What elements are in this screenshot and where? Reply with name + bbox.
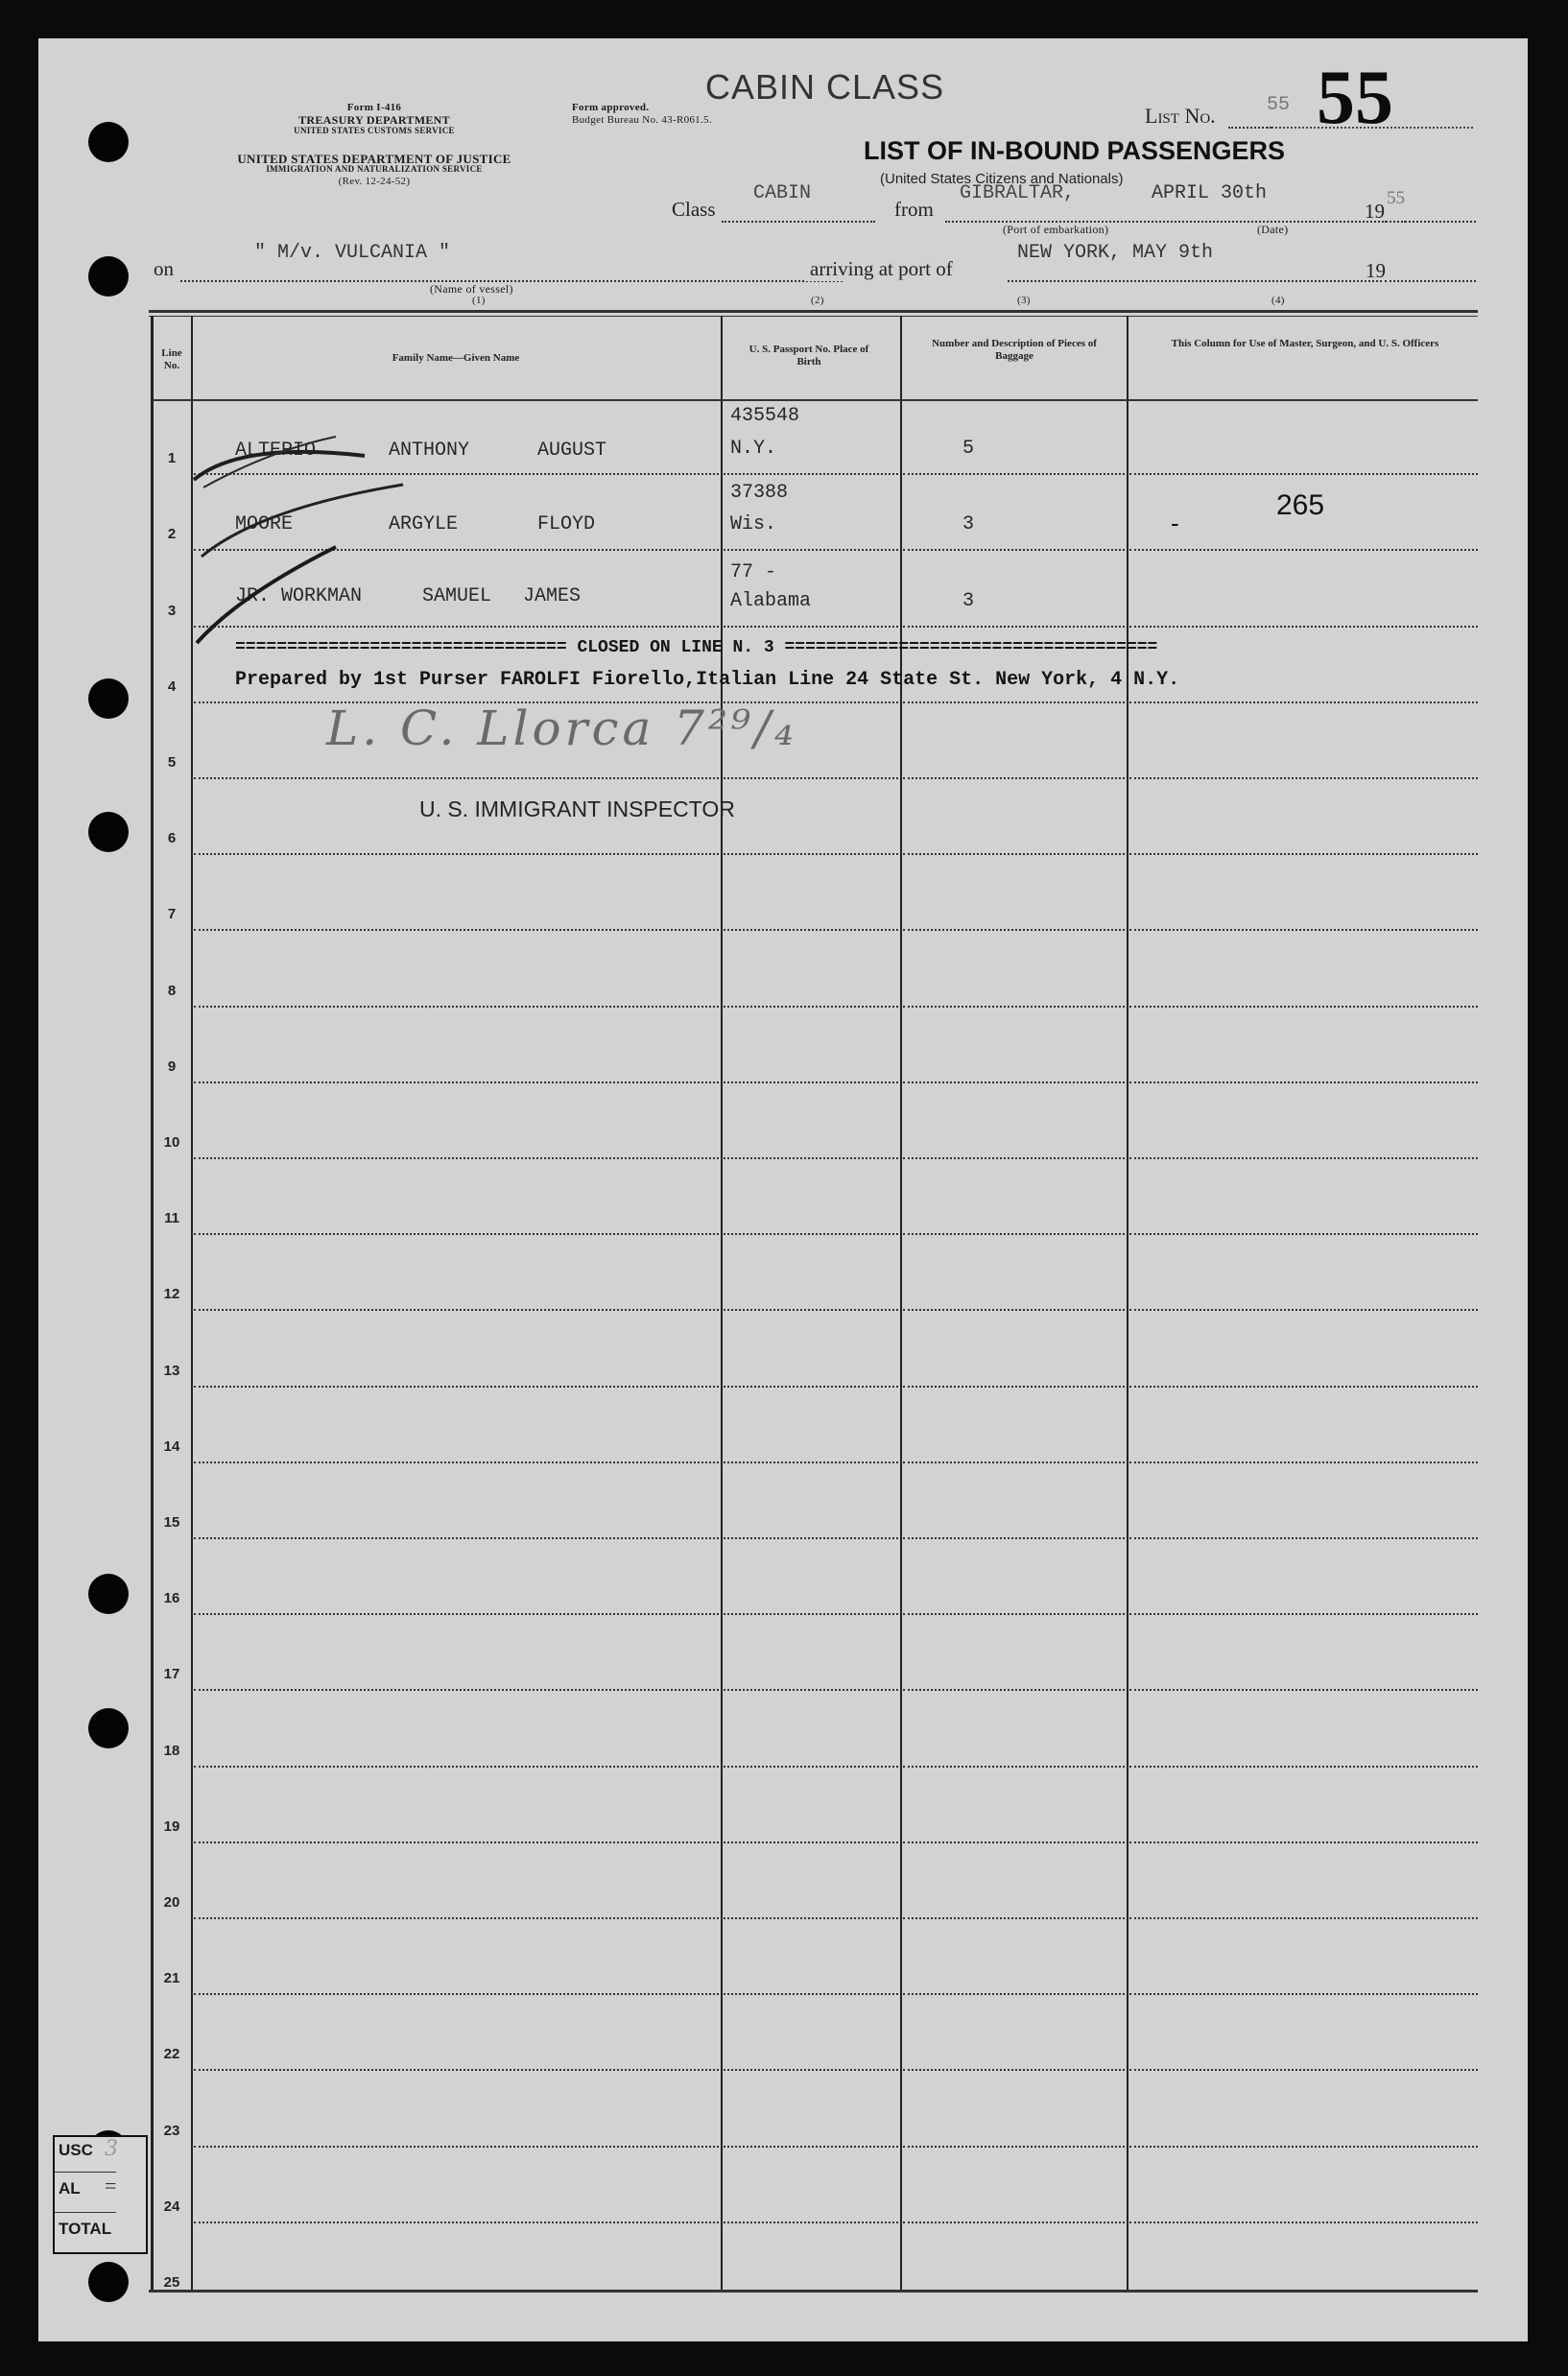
line-number: 5: [167, 754, 177, 771]
line-number: 19: [163, 1818, 180, 1835]
line-number: 7: [167, 906, 177, 923]
treasury-dept: TREASURY DEPARTMENT: [298, 113, 450, 127]
row-rule: [724, 1081, 898, 1083]
tally-al-mark: =: [105, 2174, 117, 2198]
vessel-caption-num: (1): [472, 295, 486, 306]
form-id: Form I-416: [346, 102, 402, 113]
row-rule: [903, 473, 1125, 475]
row-rule: [1129, 1917, 1478, 1919]
line-number: 10: [163, 1134, 180, 1151]
row-rule: [724, 1537, 898, 1539]
punch-hole: [88, 256, 129, 297]
inspector-title: U. S. IMMIGRANT INSPECTOR: [419, 796, 735, 821]
row-rule: [1129, 1233, 1478, 1235]
line-number: 2: [167, 526, 177, 543]
row-rule: [724, 1386, 898, 1388]
row-rule: [724, 549, 898, 551]
row-rule: [724, 473, 898, 475]
row-rule: [1129, 1613, 1478, 1615]
punch-hole: [88, 122, 129, 162]
tally-box: [53, 2135, 148, 2254]
line-number: 15: [163, 1514, 180, 1531]
row-rule: [903, 1841, 1125, 1843]
row-rule: [903, 853, 1125, 855]
row-rule: [194, 2069, 719, 2071]
form-revision: (Rev. 12-24-52): [338, 176, 411, 187]
row-rule: [194, 1613, 719, 1615]
row-rule: [194, 1841, 719, 1843]
punch-hole: [88, 1574, 129, 1614]
punch-hole: [88, 678, 129, 719]
passenger-2-birth: Wis.: [730, 513, 777, 535]
row-rule: [724, 1766, 898, 1768]
from-label: from: [894, 198, 934, 221]
line-number: 14: [163, 1437, 180, 1455]
row-rule: [194, 1917, 719, 1919]
line-number: 3: [167, 602, 177, 619]
row-rule: [724, 1006, 898, 1008]
line-number: 6: [167, 830, 177, 847]
col-header-officers: This Column for Use of Master, Surgeon, and U. S. Officers: [1171, 338, 1439, 349]
passenger-1-family: ALTERIO: [235, 440, 317, 462]
year-prefix: 19: [1365, 200, 1385, 223]
justice-dept: UNITED STATES DEPARTMENT OF JUSTICE: [237, 152, 511, 166]
passenger-2-family: MOORE: [235, 513, 294, 535]
line-number: 22: [163, 2046, 180, 2063]
row-rule: [724, 1157, 898, 1159]
row-rule: [724, 777, 898, 779]
passenger-1-baggage: 5: [962, 438, 975, 460]
form-title: LIST OF IN-BOUND PASSENGERS: [864, 136, 1286, 165]
passenger-3-birth: Alabama: [730, 590, 812, 612]
passenger-3-passport: 77 -: [730, 561, 777, 583]
on-label: on: [154, 257, 174, 280]
list-no-stamp: 55: [1317, 56, 1393, 140]
row-rule: [903, 1613, 1125, 1615]
row-rule: [194, 1537, 719, 1539]
cabin-class-stamp: CABIN CLASS: [705, 67, 945, 107]
line-number: 23: [163, 2122, 180, 2139]
row-rule: [1129, 1309, 1478, 1311]
line-number: 9: [167, 1057, 177, 1075]
row-rule: [903, 2222, 1125, 2223]
row-rule: [724, 1993, 898, 1995]
punch-hole: [88, 812, 129, 852]
row-rule: [1129, 853, 1478, 855]
passenger-3-family: JR. WORKMAN: [235, 585, 363, 607]
passenger-2-given1: ARGYLE: [389, 513, 459, 535]
row-rule: [1129, 2146, 1478, 2148]
embark-date: APRIL 30th: [1152, 182, 1268, 204]
budget-bureau: Budget Bureau No. 43-R061.5.: [572, 114, 712, 126]
arrival-port: NEW YORK, MAY 9th: [1017, 242, 1214, 264]
row-rule: [724, 2069, 898, 2071]
line-number: 25: [163, 2274, 180, 2291]
col-header-line: Line No.: [161, 347, 182, 371]
line-number: 24: [163, 2198, 180, 2215]
row-rule: [194, 1461, 719, 1463]
form-approved: Form approved.: [572, 102, 650, 113]
row-rule: [724, 2146, 898, 2148]
line-number: 17: [163, 1666, 180, 1683]
row-rule: [1129, 1841, 1478, 1843]
customs-service: UNITED STATES CUSTOMS SERVICE: [294, 126, 455, 135]
punch-hole: [88, 2262, 129, 2302]
list-no-label: List No.: [1145, 104, 1216, 128]
row-rule: [194, 777, 719, 779]
form-subtitle: (United States Citizens and Nationals): [880, 171, 1124, 187]
line-number: 12: [163, 1286, 180, 1303]
row-rule: [194, 1386, 719, 1388]
row-rule: [1129, 777, 1478, 779]
line-number: 21: [163, 1970, 180, 1987]
passenger-2-officer-note: 265: [1276, 489, 1325, 521]
table-bottom-rule: [149, 2290, 1478, 2293]
passenger-2-given2: FLOYD: [537, 513, 596, 535]
row-rule: [1129, 701, 1478, 703]
row-rule: [1129, 626, 1478, 628]
line-number: 1: [167, 450, 177, 467]
from-value: GIBRALTAR,: [960, 182, 1076, 204]
row-rule: [1129, 2222, 1478, 2223]
arriving-label: arriving at port of: [806, 257, 957, 281]
row-rule: [1129, 1993, 1478, 1995]
row-rule: [903, 2146, 1125, 2148]
vessel-caption: (Name of vessel): [430, 282, 513, 296]
row-rule: [194, 1081, 719, 1083]
line-number: 8: [167, 982, 177, 999]
line-number: 20: [163, 1894, 180, 1911]
row-rule: [1129, 549, 1478, 551]
class-label: Class: [672, 198, 716, 221]
row-rule: [724, 1461, 898, 1463]
row-rule: [903, 1233, 1125, 1235]
row-rule: [194, 2146, 719, 2148]
officer-dash: -: [1171, 509, 1179, 537]
date-caption: (Date): [1257, 223, 1289, 236]
row-rule: [724, 1689, 898, 1691]
arrival-year-prefix: 19: [1366, 259, 1386, 282]
tally-total: TOTAL: [59, 2220, 112, 2238]
col-header-baggage: Number and Description of Pieces of Baggage: [932, 338, 1097, 362]
row-rule: [194, 1766, 719, 1768]
manifest-sheet: [38, 38, 1528, 2341]
row-rule: [194, 1006, 719, 1008]
row-rule: [903, 1309, 1125, 1311]
check-marks: [182, 413, 585, 672]
row-rule: [903, 626, 1125, 628]
passenger-2-baggage: 3: [962, 513, 975, 535]
list-no-typed: 55: [1267, 94, 1291, 116]
passenger-1-given2: AUGUST: [537, 440, 607, 462]
row-rule: [1129, 1689, 1478, 1691]
line-number: 18: [163, 1742, 180, 1759]
vessel-name: " M/v. VULCANIA ": [254, 242, 451, 264]
row-rule: [1129, 1766, 1478, 1768]
row-rule: [903, 1461, 1125, 1463]
caption-3: (3): [1017, 295, 1031, 306]
ins-service: IMMIGRATION AND NATURALIZATION SERVICE: [266, 164, 483, 174]
row-rule: [1129, 473, 1478, 475]
row-rule: [194, 929, 719, 931]
line-number: 11: [164, 1210, 179, 1227]
closed-on-line: ================================ CLOSED ON LINE N. 3 ====================================: [235, 638, 1158, 657]
col-header-name: Family Name—Given Name: [392, 352, 520, 364]
line-number: 16: [163, 1590, 180, 1607]
row-rule: [194, 1309, 719, 1311]
col-header-passport: U. S. Passport No. Place of Birth: [748, 344, 869, 368]
row-rule: [903, 2069, 1125, 2071]
row-rule: [724, 626, 898, 628]
row-rule: [194, 1233, 719, 1235]
row-rule: [724, 1841, 898, 1843]
row-rule: [903, 1006, 1125, 1008]
port-embark-caption: (Port of embarkation): [1003, 223, 1109, 236]
passenger-1-given1: ANTHONY: [389, 440, 470, 462]
year-suffix: 55: [1387, 188, 1405, 208]
row-rule: [1129, 1081, 1478, 1083]
row-rule: [724, 2222, 898, 2223]
row-rule: [724, 1613, 898, 1615]
row-rule: [903, 1917, 1125, 1919]
tally-al: AL: [59, 2179, 81, 2198]
inspector-signature: L. C. Llorca 7²⁹/₄: [326, 701, 797, 756]
row-rule: [903, 1157, 1125, 1159]
row-rule: [903, 549, 1125, 551]
row-rule: [194, 853, 719, 855]
punch-hole: [88, 1708, 129, 1748]
row-rule: [194, 1689, 719, 1691]
tally-usc: USC: [59, 2141, 93, 2159]
row-rule: [1129, 1157, 1478, 1159]
row-rule: [1129, 1006, 1478, 1008]
row-rule: [194, 1157, 719, 1159]
caption-4: (4): [1271, 295, 1285, 306]
class-value: CABIN: [753, 182, 812, 204]
row-rule: [724, 1233, 898, 1235]
passenger-2-passport: 37388: [730, 482, 789, 504]
row-rule: [903, 777, 1125, 779]
row-rule: [1129, 1386, 1478, 1388]
caption-2: (2): [811, 295, 824, 306]
row-rule: [903, 1081, 1125, 1083]
row-rule: [903, 1386, 1125, 1388]
tally-usc-mark: 3: [105, 2137, 118, 2161]
prepared-by: Prepared by 1st Purser FAROLFI Fiorello,Italian Line 24 State St. New York, 4 N.Y.: [235, 669, 1180, 691]
row-rule: [724, 853, 898, 855]
row-rule: [724, 1917, 898, 1919]
row-rule: [1129, 2069, 1478, 2071]
row-rule: [903, 1537, 1125, 1539]
row-rule: [1129, 929, 1478, 931]
row-rule: [724, 929, 898, 931]
passenger-3-given1: SAMUEL: [422, 585, 492, 607]
row-rule: [903, 1993, 1125, 1995]
row-rule: [903, 1689, 1125, 1691]
row-rule: [194, 2222, 719, 2223]
row-rule: [194, 1993, 719, 1995]
row-rule: [903, 1766, 1125, 1768]
passenger-1-passport: 435548: [730, 405, 800, 427]
passenger-3-given2: JAMES: [523, 585, 582, 607]
line-number: 4: [167, 677, 177, 695]
row-rule: [1129, 1461, 1478, 1463]
passenger-1-birth: N.Y.: [730, 438, 777, 460]
row-rule: [1129, 1537, 1478, 1539]
line-number: 13: [163, 1362, 180, 1379]
row-rule: [724, 1309, 898, 1311]
row-rule: [903, 701, 1125, 703]
table-top-rule: [149, 310, 1478, 313]
row-rule: [903, 929, 1125, 931]
passenger-3-baggage: 3: [962, 590, 975, 612]
